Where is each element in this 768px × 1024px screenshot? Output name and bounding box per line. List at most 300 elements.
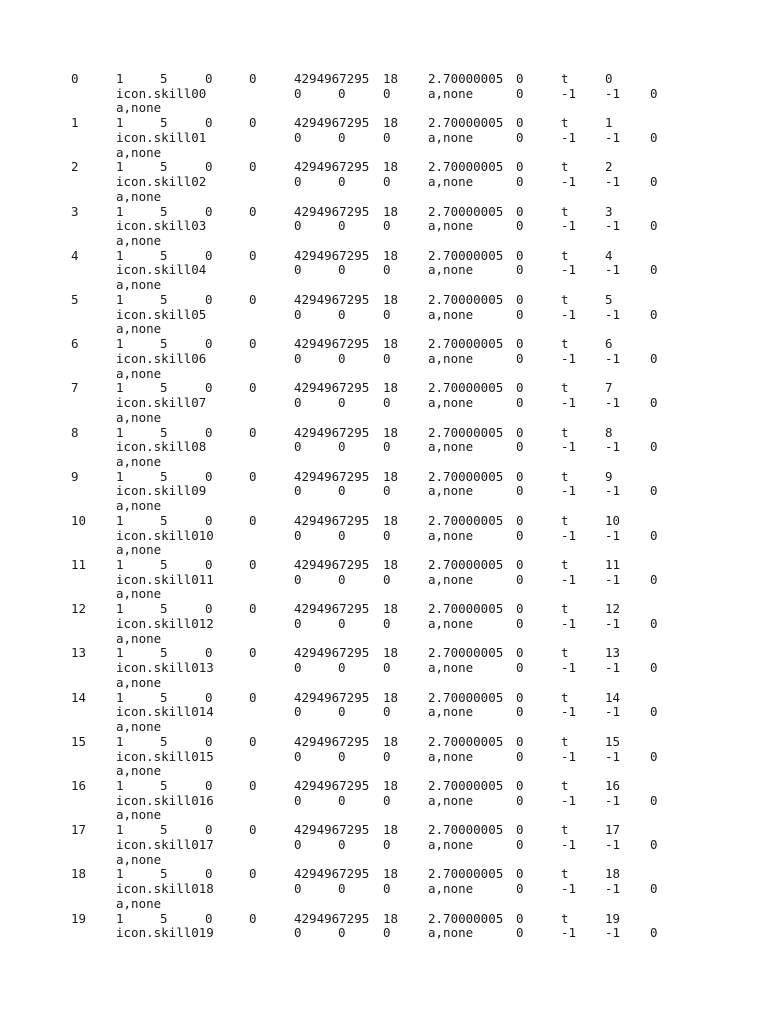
table-row	[0, 646, 768, 690]
record-id: 8	[71, 424, 79, 440]
field-m8: 0	[650, 218, 658, 234]
field-mask: 4294967295	[294, 291, 370, 307]
field-m8: 0	[650, 660, 658, 676]
field-c: 0	[205, 910, 213, 926]
field-m1: 0	[294, 660, 302, 676]
field-anim: a,none	[428, 85, 474, 101]
field-m6: -1	[561, 925, 577, 941]
field-h: 0	[516, 866, 524, 882]
field-count: 18	[383, 468, 399, 484]
field-a: 1	[116, 468, 124, 484]
field-icon-name: icon.skill018	[116, 881, 214, 897]
field-m1: 0	[294, 439, 302, 455]
field-mask: 4294967295	[294, 778, 370, 793]
field-d: 0	[249, 733, 257, 749]
field-anim: a,none	[428, 262, 474, 278]
field-count: 18	[383, 822, 399, 838]
field-m6: -1	[561, 704, 577, 720]
field-mask: 4294967295	[294, 380, 370, 396]
field-a: 1	[116, 822, 124, 838]
field-m7: -1	[605, 350, 621, 366]
field-m5: 0	[516, 925, 524, 941]
field-tail: a,none	[116, 851, 162, 867]
field-m7: -1	[605, 836, 621, 852]
field-m3: 0	[383, 836, 391, 852]
field-mask: 4294967295	[294, 822, 370, 838]
field-count: 18	[383, 336, 399, 352]
field-c: 0	[205, 291, 213, 307]
field-m1: 0	[294, 571, 302, 587]
field-index: 4	[605, 247, 613, 263]
field-icon-name: icon.skill05	[116, 306, 207, 322]
record-id: 9	[71, 468, 79, 484]
field-h: 0	[516, 247, 524, 263]
field-m5: 0	[516, 571, 524, 587]
field-tail: a,none	[116, 365, 162, 381]
field-mask: 4294967295	[294, 115, 370, 131]
field-b: 5	[160, 71, 168, 86]
field-anim: a,none	[428, 925, 474, 941]
field-m2: 0	[338, 792, 346, 808]
record-id: 12	[71, 601, 87, 617]
field-a: 1	[116, 71, 124, 86]
field-m1: 0	[294, 306, 302, 322]
field-count: 18	[383, 247, 399, 263]
field-flag: t	[561, 601, 569, 617]
field-icon-name: icon.skill016	[116, 792, 214, 808]
field-m7: -1	[605, 262, 621, 278]
field-m8: 0	[650, 527, 658, 543]
field-mask: 4294967295	[294, 601, 370, 617]
field-c: 0	[205, 822, 213, 838]
field-count: 18	[383, 733, 399, 749]
field-d: 0	[249, 910, 257, 926]
table-row	[0, 293, 768, 337]
field-index: 16	[605, 778, 621, 793]
field-m3: 0	[383, 925, 391, 941]
field-index: 0	[605, 71, 613, 86]
field-m7: -1	[605, 218, 621, 234]
field-tail: a,none	[116, 100, 162, 116]
field-m8: 0	[650, 792, 658, 808]
field-m7: -1	[605, 571, 621, 587]
field-a: 1	[116, 733, 124, 749]
record-listing	[0, 72, 768, 956]
field-anim: a,none	[428, 395, 474, 410]
table-row	[0, 337, 768, 381]
field-m3: 0	[383, 174, 391, 190]
field-h: 0	[516, 557, 524, 573]
field-h: 0	[516, 689, 524, 705]
field-m3: 0	[383, 350, 391, 366]
table-row	[0, 867, 768, 911]
field-m1: 0	[294, 129, 302, 145]
field-count: 18	[383, 291, 399, 307]
field-icon-name: icon.skill02	[116, 174, 207, 190]
field-m2: 0	[338, 395, 346, 410]
field-m2: 0	[338, 439, 346, 455]
field-b: 5	[160, 866, 168, 882]
field-m7: -1	[605, 615, 621, 631]
field-tail: a,none	[116, 542, 162, 558]
field-c: 0	[205, 778, 213, 793]
field-a: 1	[116, 203, 124, 219]
field-icon-name: icon.skill04	[116, 262, 207, 278]
field-flag: t	[561, 468, 569, 484]
field-m6: -1	[561, 615, 577, 631]
field-m5: 0	[516, 174, 524, 190]
field-float: 2.70000005	[428, 689, 504, 705]
field-count: 18	[383, 778, 399, 793]
field-m2: 0	[338, 571, 346, 587]
record-id: 18	[71, 866, 87, 882]
field-icon-name: icon.skill07	[116, 395, 207, 410]
field-m1: 0	[294, 527, 302, 543]
field-m2: 0	[338, 174, 346, 190]
field-flag: t	[561, 910, 569, 926]
field-m5: 0	[516, 704, 524, 720]
field-c: 0	[205, 71, 213, 86]
field-d: 0	[249, 336, 257, 352]
record-id: 0	[71, 71, 79, 86]
table-row	[0, 160, 768, 204]
field-tail: a,none	[116, 674, 162, 690]
field-count: 18	[383, 910, 399, 926]
field-m6: -1	[561, 748, 577, 764]
record-id: 17	[71, 822, 87, 838]
field-a: 1	[116, 778, 124, 793]
record-id: 19	[71, 910, 87, 926]
field-h: 0	[516, 71, 524, 86]
field-c: 0	[205, 336, 213, 352]
field-m8: 0	[650, 85, 658, 101]
field-m1: 0	[294, 836, 302, 852]
field-m6: -1	[561, 571, 577, 587]
record-id: 10	[71, 512, 87, 528]
field-m7: -1	[605, 85, 621, 101]
table-row	[0, 558, 768, 602]
field-index: 18	[605, 866, 621, 882]
field-m1: 0	[294, 615, 302, 631]
field-flag: t	[561, 115, 569, 131]
field-float: 2.70000005	[428, 71, 504, 86]
field-b: 5	[160, 910, 168, 926]
field-m2: 0	[338, 925, 346, 941]
field-float: 2.70000005	[428, 557, 504, 573]
field-m5: 0	[516, 439, 524, 455]
field-icon-name: icon.skill010	[116, 527, 214, 543]
field-tail: a,none	[116, 719, 162, 735]
table-row	[0, 912, 768, 956]
field-h: 0	[516, 778, 524, 793]
field-tail: a,none	[116, 453, 162, 469]
field-c: 0	[205, 557, 213, 573]
field-anim: a,none	[428, 748, 474, 764]
field-index: 12	[605, 601, 621, 617]
field-count: 18	[383, 512, 399, 528]
field-m1: 0	[294, 174, 302, 190]
field-count: 18	[383, 159, 399, 175]
field-tail: a,none	[116, 409, 162, 425]
field-icon-name: icon.skill03	[116, 218, 207, 234]
field-h: 0	[516, 203, 524, 219]
table-row	[0, 470, 768, 514]
field-c: 0	[205, 601, 213, 617]
field-flag: t	[561, 866, 569, 882]
table-row	[0, 381, 768, 425]
field-index: 9	[605, 468, 613, 484]
field-h: 0	[516, 910, 524, 926]
field-count: 18	[383, 380, 399, 396]
field-m5: 0	[516, 395, 524, 410]
field-d: 0	[249, 203, 257, 219]
field-mask: 4294967295	[294, 512, 370, 528]
field-anim: a,none	[428, 306, 474, 322]
field-flag: t	[561, 247, 569, 263]
field-anim: a,none	[428, 483, 474, 499]
field-m8: 0	[650, 439, 658, 455]
record-id: 13	[71, 645, 87, 661]
field-m8: 0	[650, 129, 658, 145]
field-m2: 0	[338, 704, 346, 720]
field-count: 18	[383, 557, 399, 573]
field-a: 1	[116, 689, 124, 705]
field-c: 0	[205, 733, 213, 749]
field-m1: 0	[294, 218, 302, 234]
field-mask: 4294967295	[294, 557, 370, 573]
field-a: 1	[116, 291, 124, 307]
field-icon-name: icon.skill00	[116, 85, 207, 101]
field-anim: a,none	[428, 350, 474, 366]
field-m6: -1	[561, 792, 577, 808]
field-m7: -1	[605, 660, 621, 676]
field-flag: t	[561, 291, 569, 307]
record-id: 16	[71, 778, 87, 793]
field-c: 0	[205, 159, 213, 175]
field-float: 2.70000005	[428, 733, 504, 749]
field-c: 0	[205, 247, 213, 263]
field-float: 2.70000005	[428, 336, 504, 352]
field-m6: -1	[561, 660, 577, 676]
field-flag: t	[561, 512, 569, 528]
field-tail: a,none	[116, 277, 162, 293]
field-m3: 0	[383, 881, 391, 897]
field-m6: -1	[561, 306, 577, 322]
field-b: 5	[160, 468, 168, 484]
field-m3: 0	[383, 483, 391, 499]
field-b: 5	[160, 645, 168, 661]
field-anim: a,none	[428, 439, 474, 455]
field-index: 3	[605, 203, 613, 219]
field-icon-name: icon.skill015	[116, 748, 214, 764]
field-flag: t	[561, 822, 569, 838]
field-m7: -1	[605, 483, 621, 499]
field-m6: -1	[561, 85, 577, 101]
field-a: 1	[116, 910, 124, 926]
field-c: 0	[205, 866, 213, 882]
field-d: 0	[249, 71, 257, 86]
table-row	[0, 602, 768, 646]
field-m8: 0	[650, 483, 658, 499]
table-row	[0, 735, 768, 779]
field-tail: a,none	[116, 630, 162, 646]
field-a: 1	[116, 512, 124, 528]
record-id: 11	[71, 557, 87, 573]
field-mask: 4294967295	[294, 71, 370, 86]
field-index: 11	[605, 557, 621, 573]
field-m5: 0	[516, 615, 524, 631]
field-m3: 0	[383, 704, 391, 720]
field-d: 0	[249, 159, 257, 175]
field-m5: 0	[516, 483, 524, 499]
field-m1: 0	[294, 792, 302, 808]
field-flag: t	[561, 203, 569, 219]
field-float: 2.70000005	[428, 778, 504, 793]
field-icon-name: icon.skill06	[116, 350, 207, 366]
field-flag: t	[561, 689, 569, 705]
field-m7: -1	[605, 527, 621, 543]
field-tail: a,none	[116, 498, 162, 514]
field-b: 5	[160, 291, 168, 307]
field-m5: 0	[516, 218, 524, 234]
table-row	[0, 514, 768, 558]
field-m8: 0	[650, 350, 658, 366]
field-m2: 0	[338, 527, 346, 543]
field-m7: -1	[605, 306, 621, 322]
field-icon-name: icon.skill019	[116, 925, 214, 941]
field-tail: a,none	[116, 763, 162, 779]
field-index: 8	[605, 424, 613, 440]
field-count: 18	[383, 601, 399, 617]
field-m3: 0	[383, 571, 391, 587]
field-m5: 0	[516, 881, 524, 897]
field-h: 0	[516, 115, 524, 131]
field-m8: 0	[650, 748, 658, 764]
field-a: 1	[116, 247, 124, 263]
field-m2: 0	[338, 350, 346, 366]
field-c: 0	[205, 468, 213, 484]
field-b: 5	[160, 115, 168, 131]
field-tail: a,none	[116, 232, 162, 248]
field-anim: a,none	[428, 660, 474, 676]
field-m6: -1	[561, 174, 577, 190]
field-b: 5	[160, 336, 168, 352]
field-m2: 0	[338, 748, 346, 764]
field-b: 5	[160, 159, 168, 175]
field-h: 0	[516, 601, 524, 617]
field-h: 0	[516, 733, 524, 749]
field-m6: -1	[561, 836, 577, 852]
field-index: 10	[605, 512, 621, 528]
field-icon-name: icon.skill08	[116, 439, 207, 455]
field-m1: 0	[294, 881, 302, 897]
field-b: 5	[160, 380, 168, 396]
field-c: 0	[205, 645, 213, 661]
table-row	[0, 779, 768, 823]
field-float: 2.70000005	[428, 910, 504, 926]
field-mask: 4294967295	[294, 910, 370, 926]
record-id: 6	[71, 336, 79, 352]
field-m8: 0	[650, 571, 658, 587]
table-row	[0, 823, 768, 867]
field-float: 2.70000005	[428, 380, 504, 396]
field-m5: 0	[516, 660, 524, 676]
field-h: 0	[516, 424, 524, 440]
field-h: 0	[516, 645, 524, 661]
field-anim: a,none	[428, 836, 474, 852]
field-icon-name: icon.skill012	[116, 615, 214, 631]
record-id: 2	[71, 159, 79, 175]
field-d: 0	[249, 645, 257, 661]
field-index: 19	[605, 910, 621, 926]
field-h: 0	[516, 468, 524, 484]
field-index: 7	[605, 380, 613, 396]
record-id: 3	[71, 203, 79, 219]
field-b: 5	[160, 822, 168, 838]
field-a: 1	[116, 601, 124, 617]
table-row	[0, 116, 768, 160]
field-mask: 4294967295	[294, 247, 370, 263]
field-a: 1	[116, 557, 124, 573]
field-m6: -1	[561, 527, 577, 543]
field-count: 18	[383, 689, 399, 705]
field-float: 2.70000005	[428, 115, 504, 131]
field-anim: a,none	[428, 174, 474, 190]
field-tail: a,none	[116, 586, 162, 602]
field-m2: 0	[338, 85, 346, 101]
field-m6: -1	[561, 350, 577, 366]
field-float: 2.70000005	[428, 601, 504, 617]
field-mask: 4294967295	[294, 159, 370, 175]
field-m5: 0	[516, 836, 524, 852]
record-id: 14	[71, 689, 87, 705]
table-row	[0, 205, 768, 249]
field-m3: 0	[383, 660, 391, 676]
field-flag: t	[561, 336, 569, 352]
field-d: 0	[249, 822, 257, 838]
field-b: 5	[160, 778, 168, 793]
field-m2: 0	[338, 129, 346, 145]
field-m1: 0	[294, 925, 302, 941]
field-a: 1	[116, 866, 124, 882]
field-c: 0	[205, 115, 213, 131]
field-mask: 4294967295	[294, 689, 370, 705]
table-row	[0, 72, 768, 116]
field-a: 1	[116, 380, 124, 396]
field-m2: 0	[338, 262, 346, 278]
record-id: 1	[71, 115, 79, 131]
field-h: 0	[516, 159, 524, 175]
field-m6: -1	[561, 881, 577, 897]
record-id: 5	[71, 291, 79, 307]
field-m7: -1	[605, 174, 621, 190]
field-m3: 0	[383, 395, 391, 410]
field-icon-name: icon.skill013	[116, 660, 214, 676]
field-m7: -1	[605, 881, 621, 897]
field-float: 2.70000005	[428, 645, 504, 661]
field-b: 5	[160, 512, 168, 528]
field-index: 6	[605, 336, 613, 352]
field-m2: 0	[338, 483, 346, 499]
field-count: 18	[383, 424, 399, 440]
field-d: 0	[249, 689, 257, 705]
field-m3: 0	[383, 615, 391, 631]
field-m6: -1	[561, 439, 577, 455]
field-mask: 4294967295	[294, 468, 370, 484]
field-c: 0	[205, 424, 213, 440]
field-m8: 0	[650, 704, 658, 720]
field-a: 1	[116, 424, 124, 440]
